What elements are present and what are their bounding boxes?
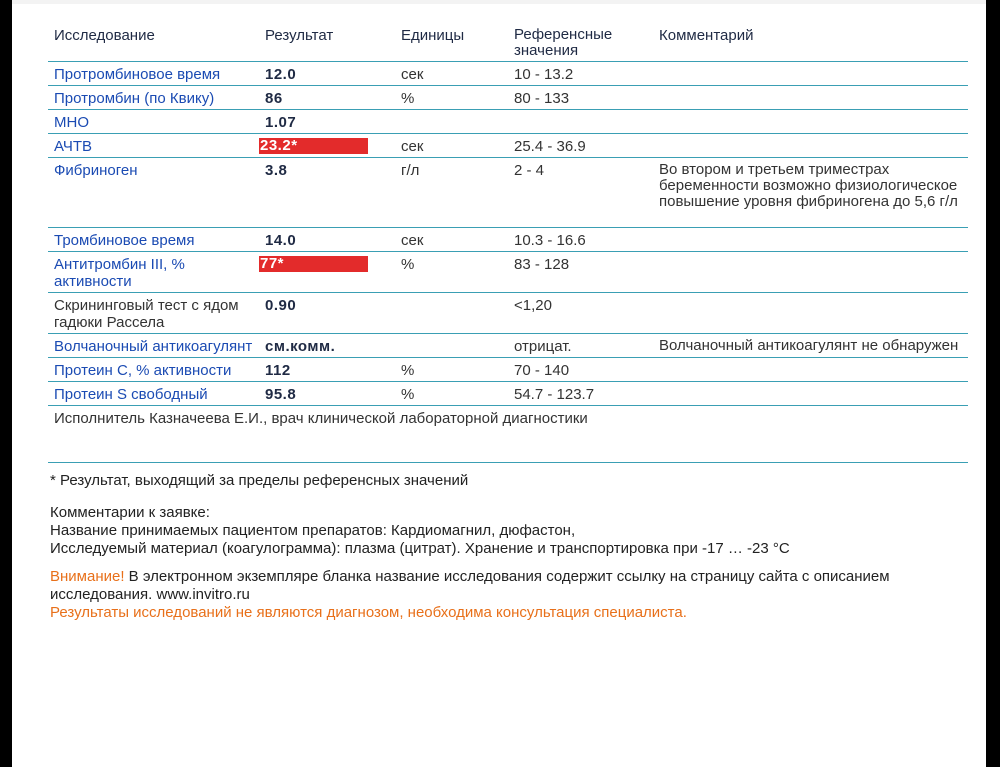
test-link[interactable]: Протромбин (по Квику) [54, 90, 215, 107]
table-row [48, 62, 968, 86]
result-value-flagged [259, 252, 395, 293]
table-row [48, 334, 968, 358]
ref-value: 25.4 - 36.9 [514, 138, 586, 155]
test-link[interactable]: Протеин C, % активности [54, 362, 232, 379]
result-value: 86 [265, 90, 283, 107]
units-value: сек [401, 138, 424, 155]
performer-row [48, 406, 968, 435]
header-result: Результат [265, 27, 334, 44]
material-line: Исследуемый материал (коагулограмма): плазма (цитрат). Хранение и транспортировка при -17 … -23 °С [50, 540, 790, 557]
result-value: 14.0 [265, 232, 297, 249]
flag-legend: * Результат, выходящий за пределы референсных значений [50, 472, 469, 489]
ref-value: 70 - 140 [514, 362, 570, 379]
header-test: Исследование [54, 27, 155, 44]
header-comment: Комментарий [659, 27, 754, 44]
result-value-flagged [259, 134, 395, 158]
comments-title: Комментарии к заявке: [50, 504, 210, 521]
report-notes [50, 472, 970, 622]
lab-report-sheet [12, 0, 986, 767]
ref-value: 10 - 13.2 [514, 66, 574, 83]
ref-value: 80 - 133 [514, 90, 570, 107]
notes-gap [50, 558, 970, 568]
header-units: Единицы [401, 27, 465, 44]
test-link[interactable]: Протеин S свободный [54, 386, 208, 403]
comment-value [653, 134, 968, 158]
result-value: 95.8 [265, 386, 297, 403]
units-value [395, 293, 508, 334]
ref-value: 54.7 - 123.7 [514, 386, 595, 403]
table-row [48, 158, 968, 228]
ref-value: 2 - 4 [514, 162, 545, 179]
comment-value [653, 86, 968, 110]
ref-value [508, 110, 653, 134]
ref-value: 83 - 128 [514, 256, 570, 273]
disclaimer-line: Результаты исследований не являются диагнозом, необходима консультация специалиста. [50, 604, 687, 621]
ref-value: <1,20 [514, 297, 552, 314]
units-value: % [401, 362, 415, 379]
result-value: 3.8 [265, 162, 288, 179]
results-table [48, 18, 968, 463]
warning-line [50, 568, 970, 604]
test-name: Скрининговый тест с ядом гадюки Рассела [54, 297, 239, 331]
result-value: 12.0 [265, 66, 297, 83]
notes-gap [50, 490, 970, 504]
units-value [395, 110, 508, 134]
comment-value [653, 382, 968, 406]
warning-text[interactable]: В электронном экземпляре бланка название исследования содержит ссылку на страницу сайта с описанием исследования. www.invitro.ru [50, 568, 890, 603]
result-value: 0.90 [265, 297, 297, 314]
test-link[interactable]: Протромбиновое время [54, 66, 221, 83]
comment-value: Волчаночный антикоагулянт не обнаружен [659, 337, 959, 354]
table-row [48, 86, 968, 110]
table-row [48, 358, 968, 382]
table-row [48, 110, 968, 134]
units-value [395, 334, 508, 358]
units-value: % [401, 90, 415, 107]
test-link[interactable]: АЧТВ [54, 138, 92, 155]
warning-label: Внимание! [50, 568, 125, 585]
test-link[interactable]: Фибриноген [54, 162, 138, 179]
out-of-range-badge: 23.2* [259, 138, 368, 154]
test-link[interactable]: Антитромбин III, % активности [54, 256, 185, 290]
table-row [48, 252, 968, 293]
result-value: 112 [265, 362, 291, 379]
table-row [48, 382, 968, 406]
header-ref: Референсные значения [514, 26, 613, 59]
spacer-cell [48, 434, 968, 463]
result-value: см.комм. [265, 338, 336, 355]
result-value: 1.07 [265, 114, 297, 131]
comment-value [653, 228, 968, 252]
ref-value: отрицат. [514, 338, 572, 355]
units-value: г/л [401, 162, 420, 179]
table-row [48, 228, 968, 252]
table-header-row [48, 18, 968, 62]
comment-value [653, 110, 968, 134]
units-value: сек [401, 232, 424, 249]
comment-value [653, 358, 968, 382]
comment-value [653, 62, 968, 86]
units-value: % [401, 386, 415, 403]
units-value: % [401, 256, 415, 273]
comment-value: Во втором и третьем триместрах беременности возможно физиологическое повышение уровня фибриногена до 5,6 г/л [659, 161, 958, 210]
table-row [48, 293, 968, 334]
top-strip [12, 0, 986, 4]
comment-value [653, 293, 968, 334]
comment-value [653, 252, 968, 293]
spacer-row [48, 434, 968, 463]
table-row [48, 134, 968, 158]
performer-text: Исполнитель Казначеева Е.И., врач клинической лабораторной диагностики [54, 410, 588, 427]
out-of-range-badge: 77* [259, 256, 368, 272]
test-link[interactable]: Тромбиновое время [54, 232, 195, 249]
test-link[interactable]: Волчаночный антикоагулянт [54, 338, 253, 355]
drugs-line: Название принимаемых пациентом препаратов: Кардиомагнил, дюфастон, [50, 522, 576, 539]
test-link[interactable]: МНО [54, 114, 89, 131]
units-value: сек [401, 66, 424, 83]
ref-value: 10.3 - 16.6 [514, 232, 586, 249]
